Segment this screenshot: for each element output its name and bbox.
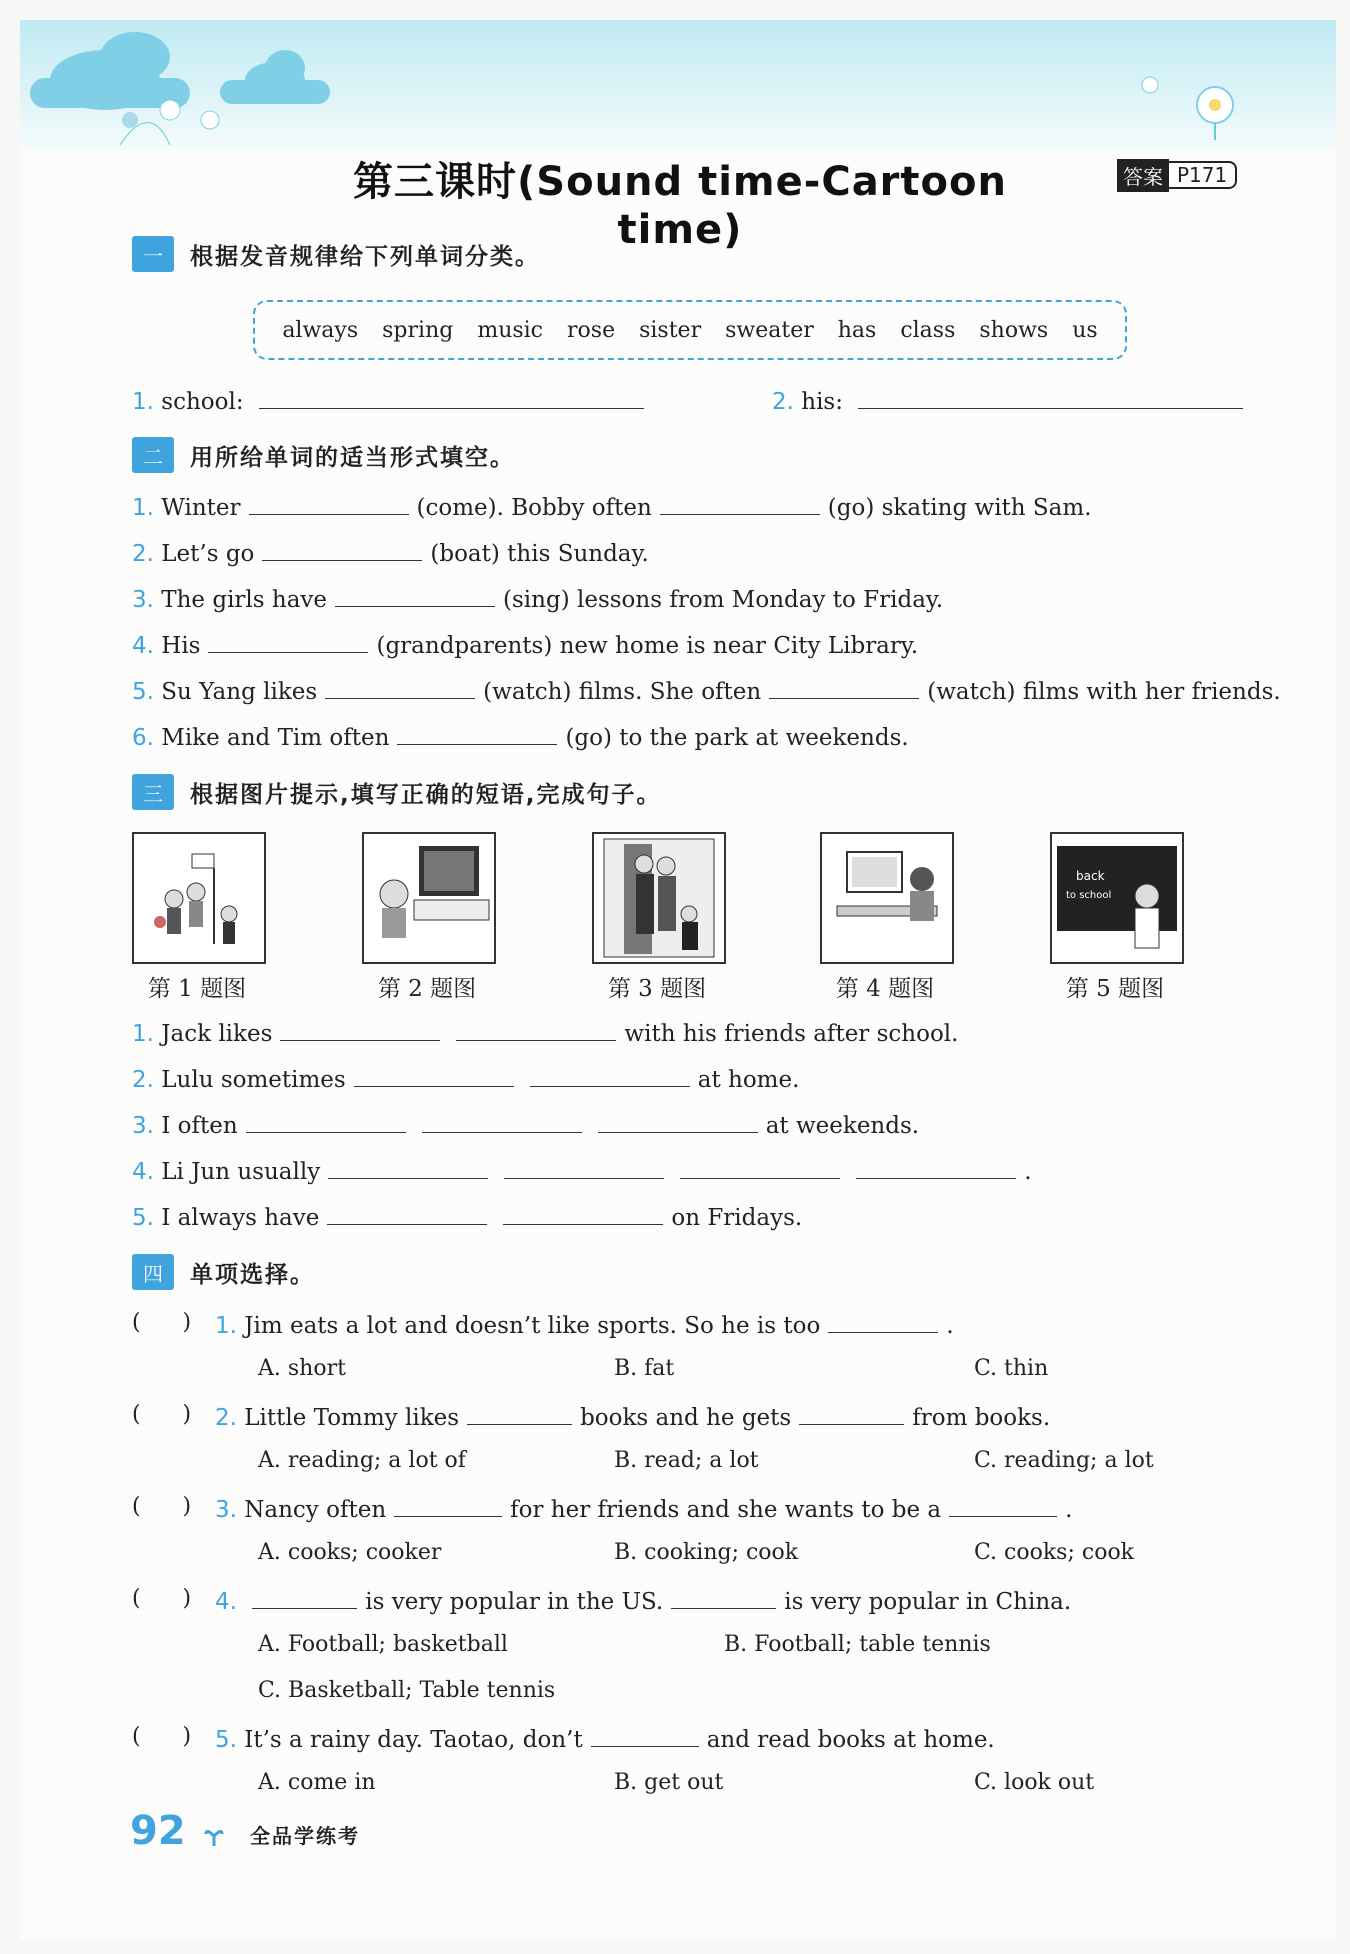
answer-blank[interactable] xyxy=(828,1310,938,1333)
boy-computer-icon xyxy=(822,834,952,962)
option-c[interactable]: C. Basketball; Table tennis xyxy=(258,1678,556,1703)
blackboard-text: back xyxy=(1076,869,1105,883)
people-door-icon xyxy=(594,834,724,962)
answer-blank[interactable] xyxy=(504,1156,664,1179)
teacher-blackboard-icon xyxy=(1052,834,1182,962)
word: us xyxy=(1072,317,1098,343)
picture-watching-tv xyxy=(362,832,496,964)
section-badge: 三 xyxy=(132,774,174,810)
mc-question: 5. It’s a rainy day. Taotao, don’t and read books at home. xyxy=(215,1724,995,1753)
answer-blank[interactable] xyxy=(856,1156,1016,1179)
section-2-heading xyxy=(132,437,515,473)
section-1-heading xyxy=(132,236,540,272)
answer-blank[interactable] xyxy=(328,1156,488,1179)
option-c[interactable]: C. thin xyxy=(974,1356,1049,1381)
option-b[interactable]: B. fat xyxy=(614,1356,675,1381)
lesson-title: 第三课时(Sound time-Cartoon time) xyxy=(353,159,1007,253)
answer-blank[interactable] xyxy=(530,1064,690,1087)
picture-going-out xyxy=(592,832,726,964)
answer-blank[interactable] xyxy=(422,1110,582,1133)
word: spring xyxy=(382,317,454,343)
answer-blank[interactable] xyxy=(397,722,557,745)
option-c[interactable]: C. look out xyxy=(974,1770,1095,1795)
picture-blackboard xyxy=(1050,832,1184,964)
flower-decoration-icon xyxy=(110,90,230,150)
picture-basketball xyxy=(132,832,266,964)
option-b[interactable]: B. Football; table tennis xyxy=(724,1632,991,1657)
answer-blank[interactable] xyxy=(598,1110,758,1133)
word: class xyxy=(900,317,956,343)
picture-item: 5. I always have on Fridays. xyxy=(132,1202,802,1231)
mc-question: 2. Little Tommy likes books and he gets from books. xyxy=(215,1402,1050,1431)
answer-blank[interactable] xyxy=(799,1402,904,1425)
answer-page-ref xyxy=(1117,160,1237,190)
word: always xyxy=(282,317,359,343)
section-instruction: 单项选择。 xyxy=(190,1261,315,1288)
word: sweater xyxy=(725,317,814,343)
sprout-icon xyxy=(204,1826,224,1848)
option-a[interactable]: A. come in xyxy=(258,1770,376,1795)
fill-item: 2. Let’s go (boat) this Sunday. xyxy=(132,538,649,567)
answer-blank[interactable] xyxy=(858,386,1243,409)
option-a[interactable]: A. short xyxy=(258,1356,346,1381)
option-a[interactable]: A. Football; basketball xyxy=(258,1632,508,1657)
kids-basketball-icon xyxy=(134,834,264,962)
answer-label: 答案 xyxy=(1117,159,1169,192)
fill-item: 4. His (grandparents) new home is near City Library. xyxy=(132,630,918,659)
section-instruction: 根据发音规律给下列单词分类。 xyxy=(190,243,540,270)
picture-caption: 第 5 题图 xyxy=(1065,976,1165,1002)
answer-blank[interactable] xyxy=(252,1586,357,1609)
picture-caption: 第 4 题图 xyxy=(835,976,935,1002)
answer-page: P171 xyxy=(1169,161,1237,189)
answer-blank[interactable] xyxy=(246,1110,406,1133)
answer-blank[interactable] xyxy=(503,1202,663,1225)
section-badge: 一 xyxy=(132,236,174,272)
section-badge: 二 xyxy=(132,437,174,473)
classify-item: 1. school: xyxy=(132,386,652,415)
answer-blank[interactable] xyxy=(327,1202,487,1225)
answer-blank[interactable] xyxy=(262,538,422,561)
option-a[interactable]: A. cooks; cooker xyxy=(258,1540,442,1565)
option-b[interactable]: B. get out xyxy=(614,1770,724,1795)
option-c[interactable]: C. cooks; cook xyxy=(974,1540,1135,1565)
section-instruction: 用所给单词的适当形式填空。 xyxy=(190,444,515,471)
fill-item: 3. The girls have (sing) lessons from Monday to Friday. xyxy=(132,584,943,613)
picture-caption: 第 3 题图 xyxy=(607,976,707,1002)
fill-item: 1. Winter (come). Bobby often (go) skating with Sam. xyxy=(132,492,1092,521)
option-a[interactable]: A. reading; a lot of xyxy=(258,1448,466,1473)
blackboard-text: to school xyxy=(1066,890,1112,901)
section-3-heading xyxy=(132,774,661,810)
section-badge: 四 xyxy=(132,1254,174,1290)
flower-corner-icon xyxy=(1120,60,1250,140)
answer-blank[interactable] xyxy=(208,630,368,653)
girl-tv-icon xyxy=(364,834,494,962)
answer-blank[interactable] xyxy=(680,1156,840,1179)
section-4-heading xyxy=(132,1254,315,1290)
picture-item: 1. Jack likes with his friends after school. xyxy=(132,1018,958,1047)
word-bank xyxy=(253,300,1127,360)
answer-blank[interactable] xyxy=(769,676,919,699)
answer-blank[interactable] xyxy=(949,1494,1057,1517)
classify-item: 2. his: xyxy=(772,386,1251,415)
option-b[interactable]: B. cooking; cook xyxy=(614,1540,799,1565)
picture-item: 3. I often at weekends. xyxy=(132,1110,919,1139)
brand-name: 全品学练考 xyxy=(250,1824,360,1848)
page-number: 92 xyxy=(130,1808,186,1854)
option-b[interactable]: B. read; a lot xyxy=(614,1448,759,1473)
picture-computer xyxy=(820,832,954,964)
answer-blank[interactable] xyxy=(325,676,475,699)
fill-item: 5. Su Yang likes (watch) films. She often (watch) films with her friends. xyxy=(132,676,1281,705)
word: music xyxy=(477,317,544,343)
answer-blank[interactable] xyxy=(467,1402,572,1425)
fill-item: 6. Mike and Tim often (go) to the park at weekends. xyxy=(132,722,909,751)
mc-question: 4. is very popular in the US. is very popular in China. xyxy=(215,1586,1071,1615)
answer-blank[interactable] xyxy=(335,584,495,607)
word: shows xyxy=(979,317,1049,343)
answer-paren[interactable]: ( ) xyxy=(132,1310,192,1335)
answer-blank[interactable] xyxy=(259,386,644,409)
word: has xyxy=(837,317,877,343)
section-instruction: 根据图片提示,填写正确的短语,完成句子。 xyxy=(190,781,662,808)
mc-question: 3. Nancy often for her friends and she wants to be a . xyxy=(215,1494,1072,1523)
answer-blank[interactable] xyxy=(671,1586,776,1609)
answer-blank[interactable] xyxy=(660,492,820,515)
answer-blank[interactable] xyxy=(591,1724,699,1747)
word: rose xyxy=(567,317,616,343)
answer-blank[interactable] xyxy=(354,1064,514,1087)
picture-caption: 第 1 题图 xyxy=(147,976,247,1002)
picture-item: 2. Lulu sometimes at home. xyxy=(132,1064,799,1093)
answer-paren[interactable]: ( ) xyxy=(132,1724,192,1749)
answer-blank[interactable] xyxy=(456,1018,616,1041)
mc-question: 1. Jim eats a lot and doesn’t like sports. So he is too . xyxy=(215,1310,954,1339)
answer-paren[interactable]: ( ) xyxy=(132,1586,192,1611)
header-banner xyxy=(20,20,1336,150)
picture-caption: 第 2 题图 xyxy=(377,976,477,1002)
answer-blank[interactable] xyxy=(249,492,409,515)
word: sister xyxy=(639,317,702,343)
answer-paren[interactable]: ( ) xyxy=(132,1402,192,1427)
answer-paren[interactable]: ( ) xyxy=(132,1494,192,1519)
picture-item: 4. Li Jun usually . xyxy=(132,1156,1032,1185)
answer-blank[interactable] xyxy=(280,1018,440,1041)
option-c[interactable]: C. reading; a lot xyxy=(974,1448,1154,1473)
answer-blank[interactable] xyxy=(394,1494,502,1517)
